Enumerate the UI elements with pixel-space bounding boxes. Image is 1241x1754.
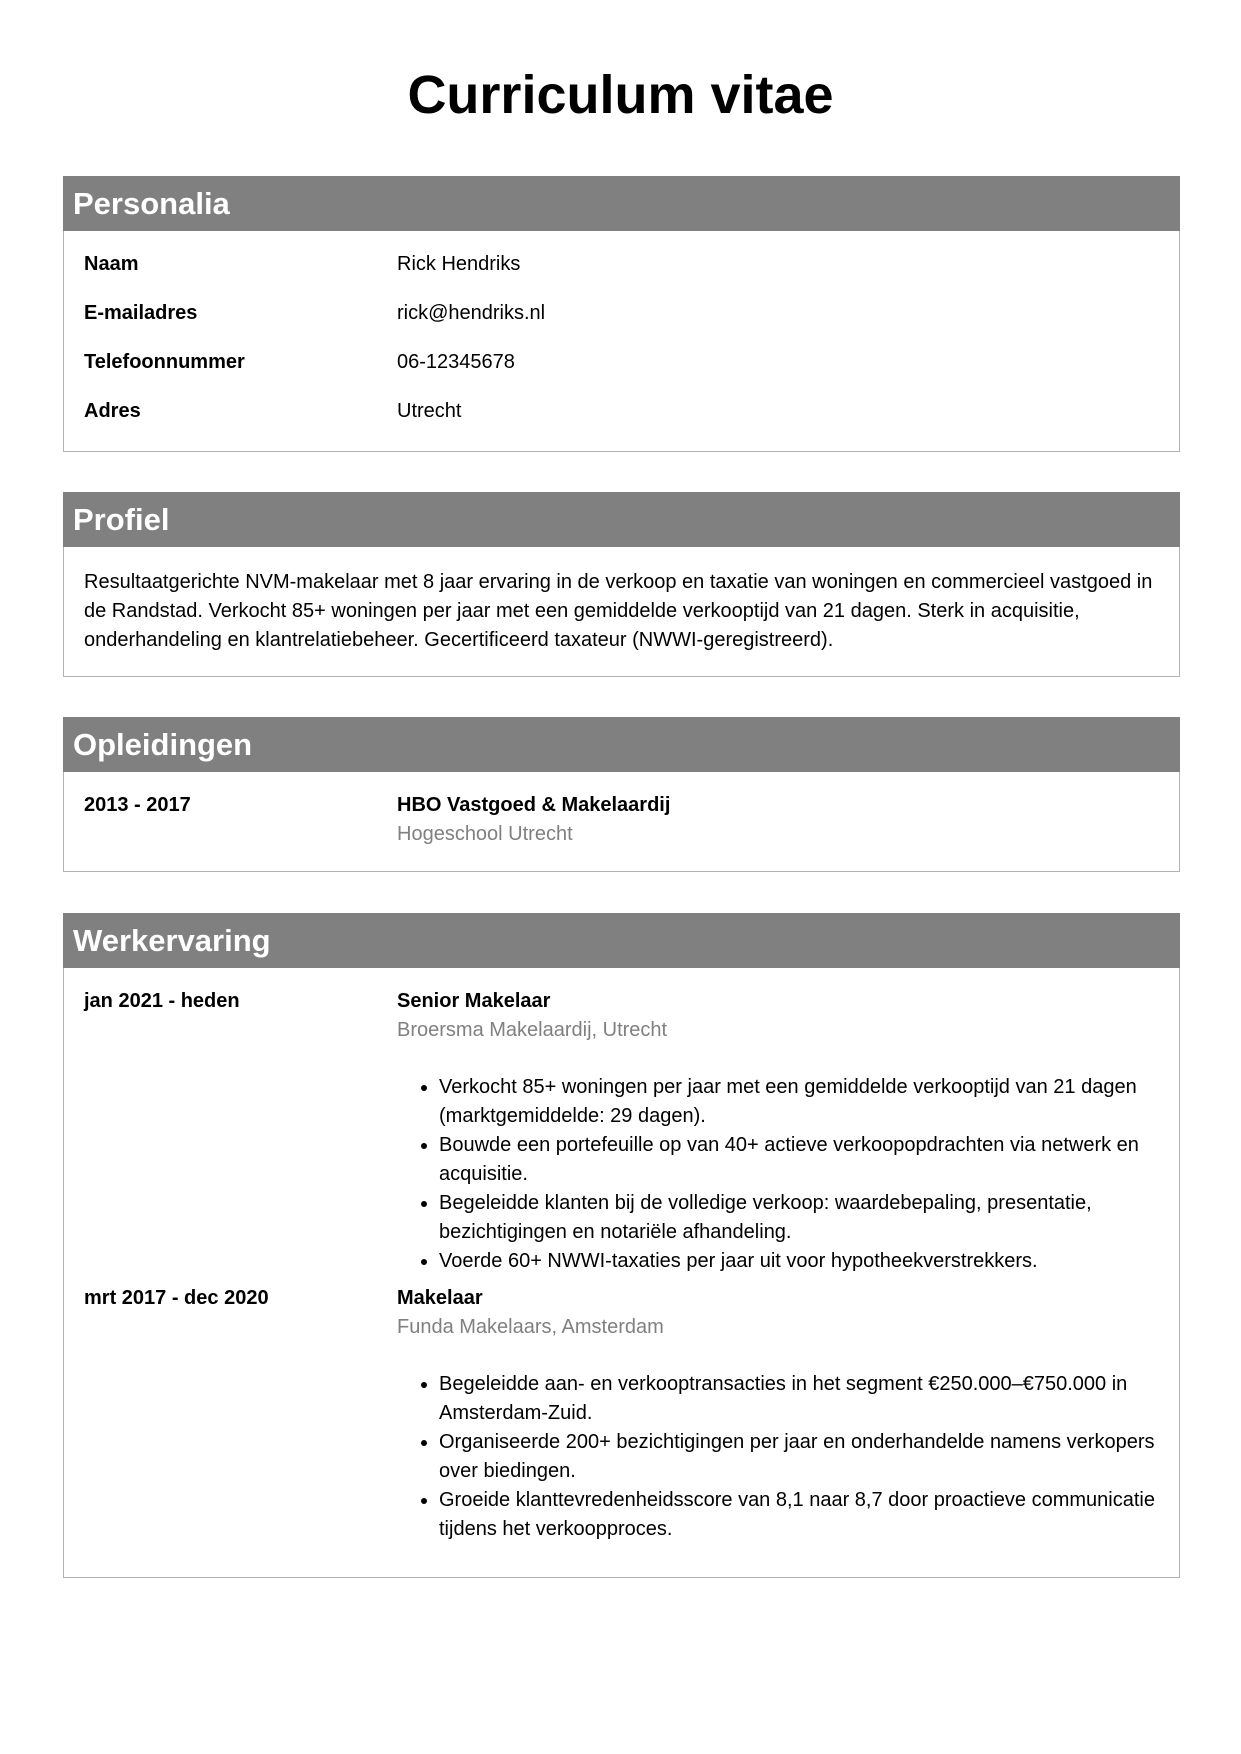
work-bullet: • Voerde 60+ NWWI-taxaties per jaar uit voor hypotheekverstrekkers. [439, 1247, 1159, 1276]
work-period: jan 2021 - heden [84, 990, 240, 1012]
work-bullets [397, 1073, 1159, 1276]
section-header-profiel: Profiel [63, 492, 1180, 547]
personalia-row-adres [84, 397, 1159, 426]
label-naam: Naam [84, 253, 139, 275]
work-bullets [397, 1370, 1159, 1544]
value-adres: Utrecht [397, 400, 462, 422]
section-werkervaring [63, 913, 1180, 1578]
label-email: E-mailadres [84, 302, 198, 324]
work-company: Broersma Makelaardij, Utrecht [397, 1019, 668, 1041]
work-bullet: • Begeleidde aan- en verkooptransacties in het segment €250.000–€750.000 in Amsterdam-Zuid. [439, 1370, 1159, 1428]
value-email: rick@hendriks.nl [397, 302, 546, 324]
section-header-opleidingen: Opleidingen [63, 717, 1180, 772]
work-title: Senior Makelaar [397, 990, 551, 1012]
section-opleidingen [63, 717, 1180, 872]
label-adres: Adres [84, 400, 141, 422]
value-telefoon: 06-12345678 [397, 351, 515, 373]
work-entry [84, 1284, 1159, 1544]
education-period: 2013 - 2017 [84, 794, 191, 816]
section-profiel [63, 492, 1180, 677]
work-bullet: • Verkocht 85+ woningen per jaar met een gemiddelde verkooptijd van 21 dagen (marktgemiddelde: 29 dagen). [439, 1073, 1159, 1131]
page-title: Curriculum vitae [407, 65, 834, 125]
work-bullet: • Organiseerde 200+ bezichtigingen per jaar en onderhandelde namens verkopers over biedingen. [439, 1428, 1159, 1486]
work-bullet: • Bouwde een portefeuille op van 40+ actieve verkoopopdrachten via netwerk en acquisitie. [439, 1131, 1159, 1189]
value-naam: Rick Hendriks [397, 253, 521, 275]
personalia-row-telefoon [84, 348, 1159, 377]
section-header-personalia: Personalia [63, 176, 1180, 231]
work-bullet: • Groeide klanttevredenheidsscore van 8,1 naar 8,7 door proactieve communicatie tijdens het verkoopproces. [439, 1486, 1159, 1544]
work-bullet: • Begeleidde klanten bij de volledige verkoop: waardebepaling, presentatie, bezichtigingen en notariële afhandeling. [439, 1189, 1159, 1247]
section-personalia [63, 176, 1180, 452]
work-entry [84, 987, 1159, 1276]
work-company: Funda Makelaars, Amsterdam [397, 1316, 664, 1338]
label-telefoon: Telefoonnummer [84, 351, 245, 373]
personalia-row-naam [84, 250, 1159, 279]
work-title: Makelaar [397, 1287, 483, 1309]
education-institution: Hogeschool Utrecht [397, 823, 573, 845]
education-entry [84, 791, 1159, 849]
section-header-werkervaring: Werkervaring [63, 913, 1180, 968]
work-period: mrt 2017 - dec 2020 [84, 1287, 269, 1309]
education-title: HBO Vastgoed & Makelaardij [397, 794, 671, 816]
profile-text: Resultaatgerichte NVM-makelaar met 8 jaar ervaring in de verkoop en taxatie van woningen en commercieel vastgoed in de Randstad. Verkocht 85+ woningen per jaar met een gemiddelde verkooptijd van 21 dagen. Sterk in acquisitie, onderhandeling en klantrelatiebeheer. Gecertificeerd taxateur (NWWI-geregistreerd). [84, 571, 1153, 651]
personalia-row-email [84, 299, 1159, 328]
